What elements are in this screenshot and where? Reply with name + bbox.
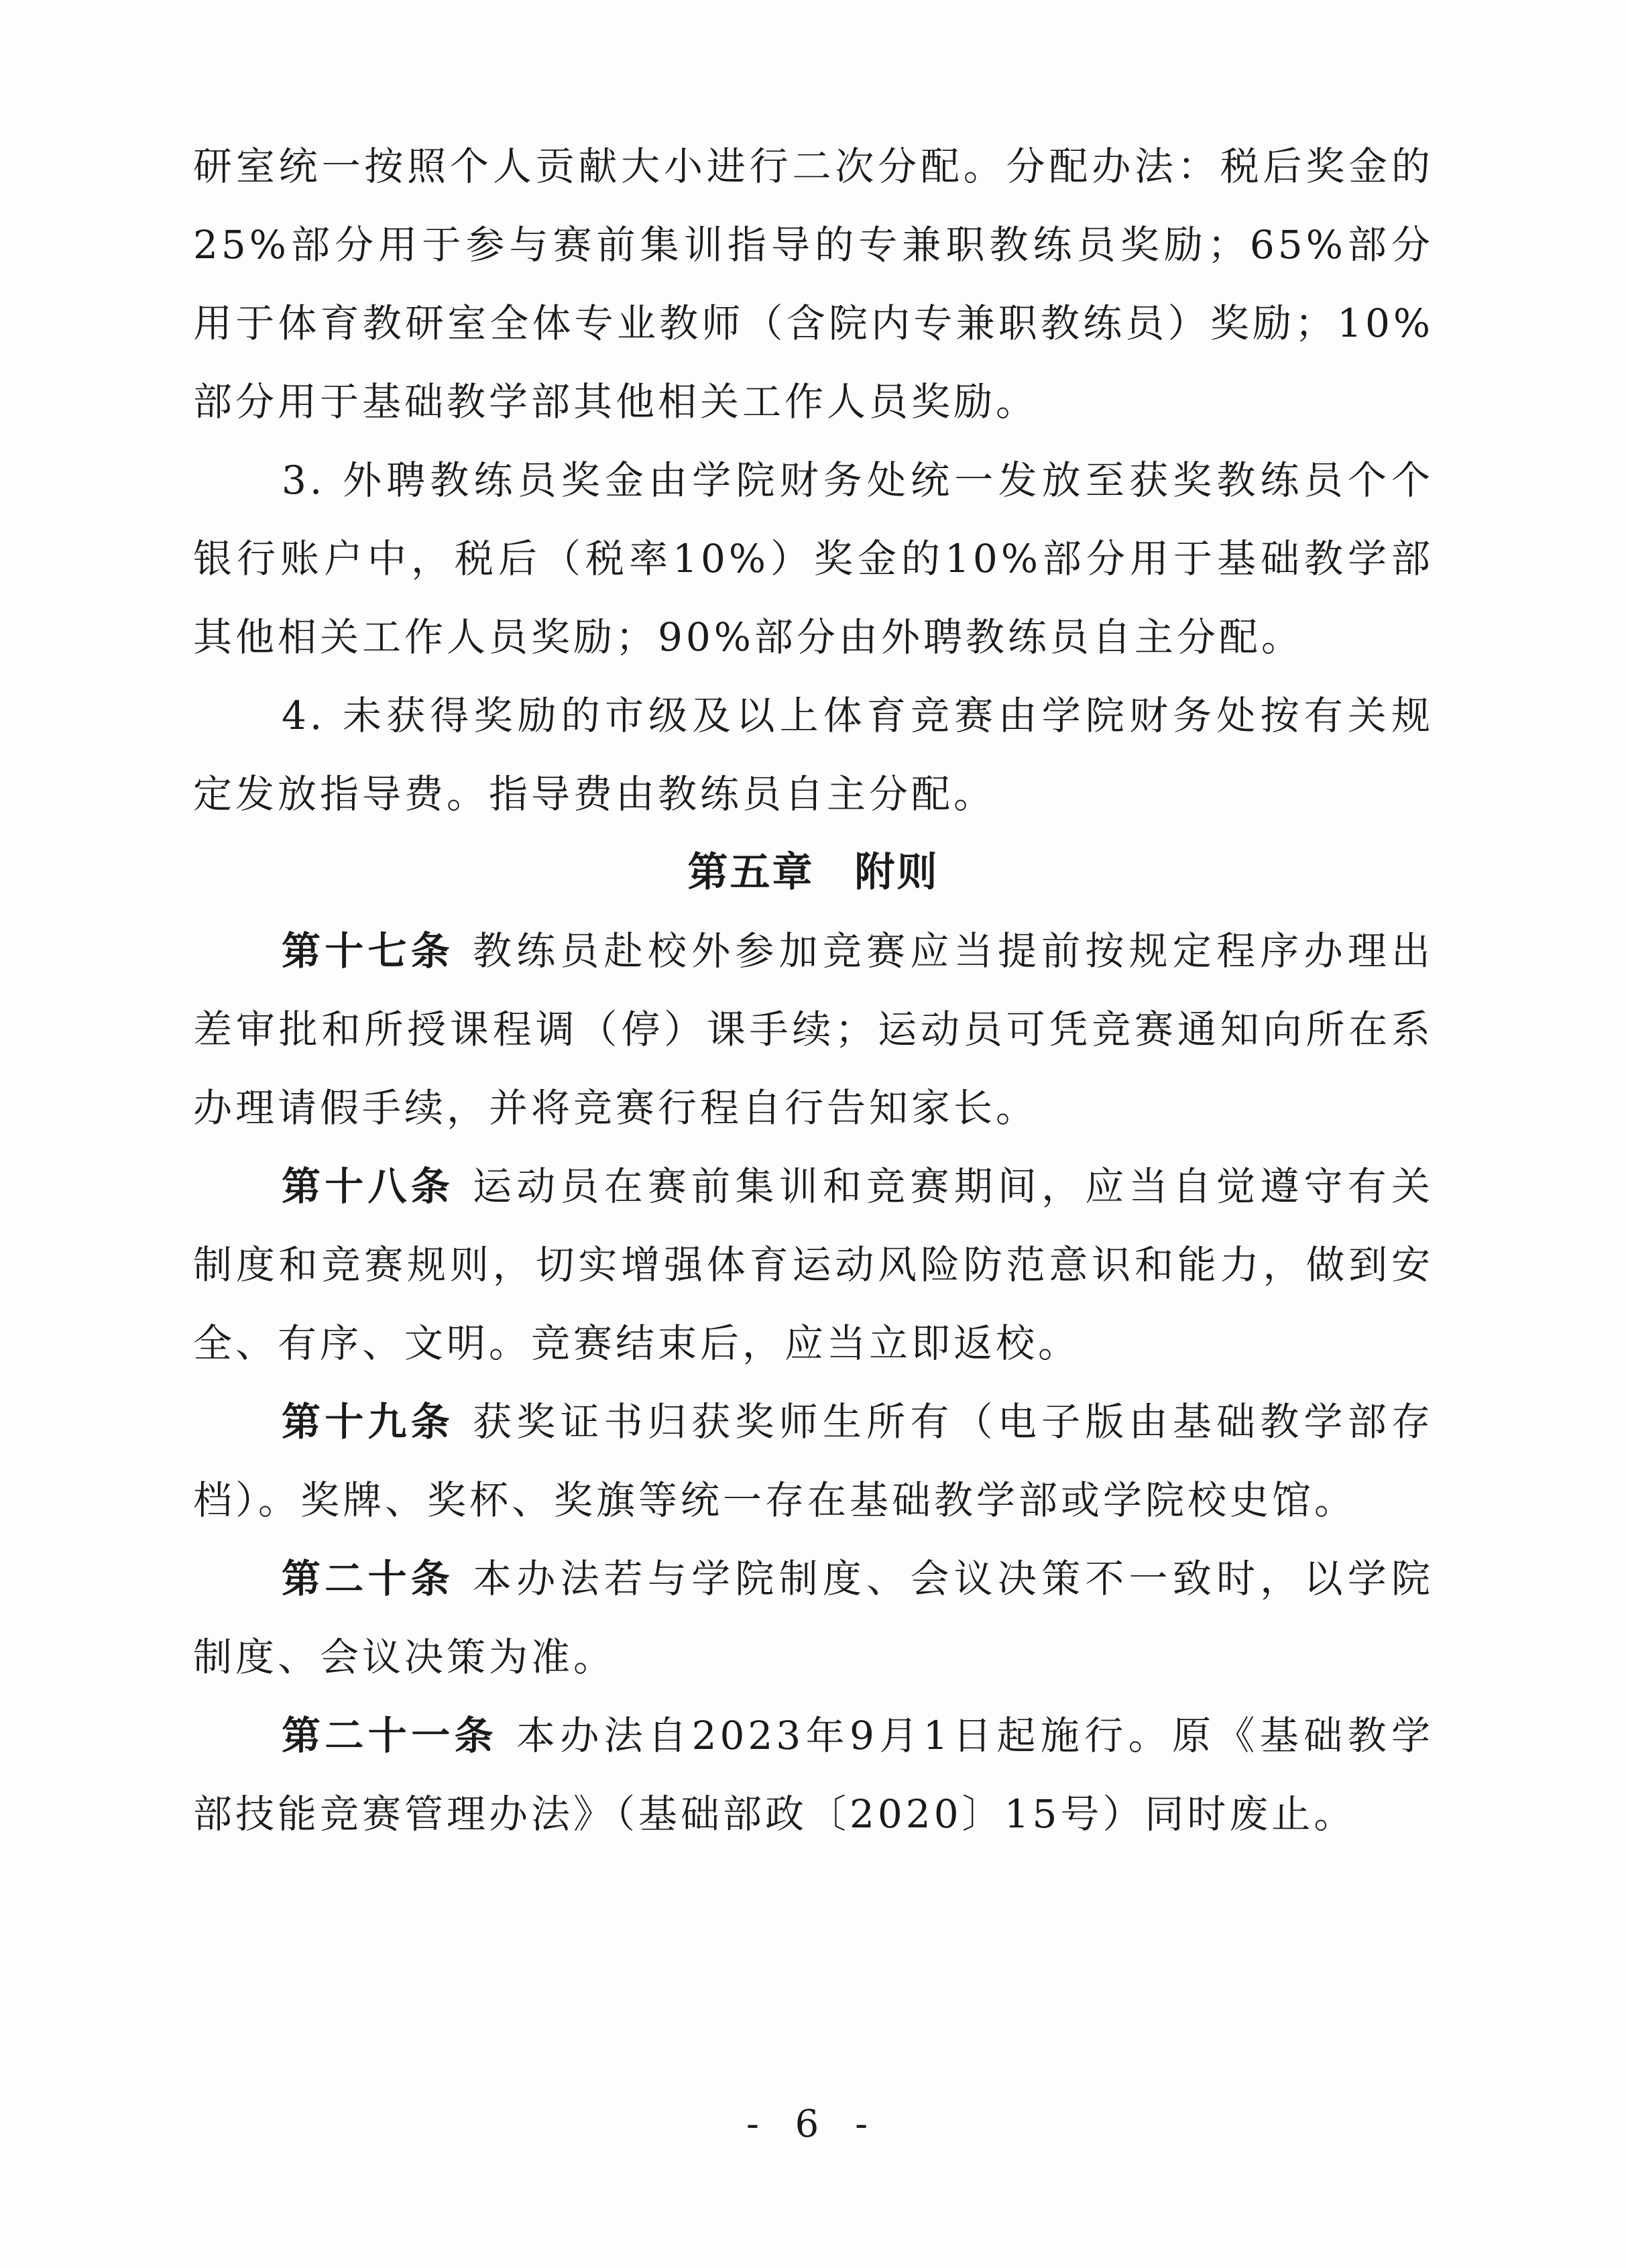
article-19 (193, 1383, 1434, 1540)
chapter-heading (193, 834, 1434, 912)
article-text: 运动员在赛前集训和竞赛期间，应当自觉遵守有关制度和竞赛规则，切实增强体育运动风险防范意识和能力，做到安全、有序、文明。竞赛结束后，应当立即返校。 (193, 1164, 1434, 1366)
article-label: 第十九条 (282, 1399, 454, 1444)
article-17 (193, 912, 1434, 1147)
article-label: 第二十一条 (282, 1713, 498, 1758)
document-body (193, 127, 1434, 1854)
paragraph-external-coach-bonus: 3. 外聘教练员奖金由学院财务处统一发放至获奖教练员个个银行账户中，税后（税率10%）奖金的10%部分用于基础教学部其他相关工作人员奖励；90%部分由外聘教练员自主分配。 (193, 457, 1434, 660)
page-number: - 6 - (746, 2102, 880, 2146)
article-label: 第二十条 (282, 1556, 454, 1601)
article-text: 本办法若与学院制度、会议决策不一致时，以学院制度、会议决策为准。 (193, 1556, 1434, 1680)
article-text: 本办法自2023年9月1日起施行。原《基础教学部技能竞赛管理办法》（基础部政〔2020〕15号）同时废止。 (193, 1713, 1434, 1837)
article-label: 第十八条 (282, 1164, 454, 1209)
article-label: 第十七条 (282, 928, 454, 974)
article-21 (193, 1697, 1434, 1854)
paragraph-bonus-distribution: 研室统一按照个人贡献大小进行二次分配。分配办法：税后奖金的25%部分用于参与赛前集训指导的专兼职教练员奖励；65%部分用于体育教研室全体专业教师（含院内专兼职教练员）奖励；10%部分用于基础教学部其他相关工作人员奖励。 (193, 144, 1434, 424)
chapter-title-text: 附则 (854, 849, 939, 896)
article-text: 教练员赴校外参加竞赛应当提前按规定程序办理出差审批和所授课程调（停）课手续；运动员可凭竞赛通知向所在系办理请假手续，并将竞赛行程自行告知家长。 (193, 928, 1434, 1131)
article-text: 获奖证书归获奖师生所有（电子版由基础教学部存档）。奖牌、奖杯、奖旗等统一存在基础教学部或学院校史馆。 (193, 1399, 1434, 1523)
paragraph-guidance-fee: 4. 未获得奖励的市级及以上体育竞赛由学院财务处按有关规定发放指导费。指导费由教练员自主分配。 (193, 693, 1434, 817)
article-18 (193, 1147, 1434, 1383)
article-20 (193, 1540, 1434, 1697)
chapter-number: 第五章 (687, 849, 815, 896)
